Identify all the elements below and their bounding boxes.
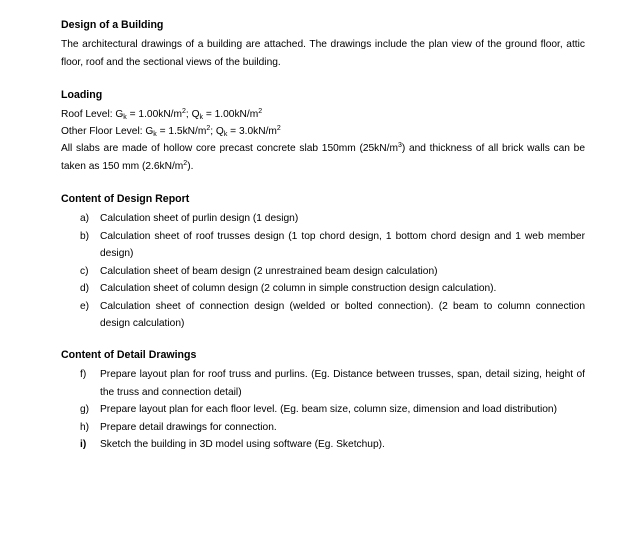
- list-item: [61, 436, 585, 454]
- list-marker: e): [80, 300, 90, 312]
- slab-description: All slabs are made of hollow core precast concrete slab 150mm $(25kN/m^3)$ and thickness of all brick walls can be taken as 150 mm $(2.6kN/m^2)$.: [61, 142, 585, 172]
- list-item: [61, 401, 585, 419]
- list-item-text: Prepare layout plan for roof truss and purlins. (Eg. Distance between trusses, span, detail sizing, height of the truss and connection detail): [100, 369, 585, 398]
- list-item-text: Sketch the building in 3D model using software (Eg. Sketchup).: [100, 439, 385, 450]
- list-item: [61, 280, 585, 298]
- list-marker: c): [80, 265, 89, 277]
- list-item-text: Prepare layout plan for each floor level. (Eg. beam size, column size, dimension and load distribution): [100, 404, 557, 415]
- list-marker: b): [80, 230, 90, 242]
- list-marker: f): [80, 369, 87, 380]
- design-heading: Design of a Building: [61, 19, 164, 31]
- list-item: [61, 228, 585, 263]
- list-item-text: Calculation sheet of beam design (2 unrestrained beam design calculation): [100, 265, 438, 277]
- loading-heading: Loading: [61, 89, 103, 101]
- design-intro: The architectural drawings of a building are attached. The drawings include the plan view of the ground floor, attic floor, roof and the sectional views of the building.: [61, 39, 585, 68]
- list-item-text: Prepare detail drawings for connection.: [100, 421, 277, 433]
- list-item-text: Calculation sheet of column design (2 column in simple construction design calculation).: [100, 283, 497, 294]
- list-item: [61, 419, 585, 437]
- list-item: [61, 366, 585, 401]
- list-item-text: Calculation sheet of purlin design (1 design): [100, 213, 299, 224]
- list-item-text: Calculation sheet of connection design (welded or bolted connection). (2 beam to column connection design calculation): [100, 300, 585, 329]
- list-item-text: Calculation sheet of roof trusses design (1 top chord design, 1 bottom chord design and 1 web member design): [100, 230, 585, 259]
- other-floor-load-line: Other Floor Level: $G_k = 1.5kN/m^2$; $Q_k = 3.0kN/m^2$: [61, 125, 281, 138]
- list-item: [61, 210, 585, 228]
- list-marker: a): [80, 213, 90, 224]
- list-marker: g): [80, 404, 90, 415]
- roof-load-line: Roof Level: $G_k = 1.00kN/m^2$; $Q_k = 1.00kN/m^2$: [61, 108, 263, 121]
- list-item: [61, 263, 585, 281]
- list-item: [61, 298, 585, 333]
- drawings-list: [61, 366, 585, 454]
- list-marker: i): [80, 439, 87, 450]
- report-list: [61, 210, 585, 333]
- drawings-heading: Content of Detail Drawings: [61, 349, 197, 361]
- list-marker: d): [80, 283, 90, 294]
- report-heading: Content of Design Report: [61, 193, 190, 205]
- list-marker: h): [80, 421, 90, 433]
